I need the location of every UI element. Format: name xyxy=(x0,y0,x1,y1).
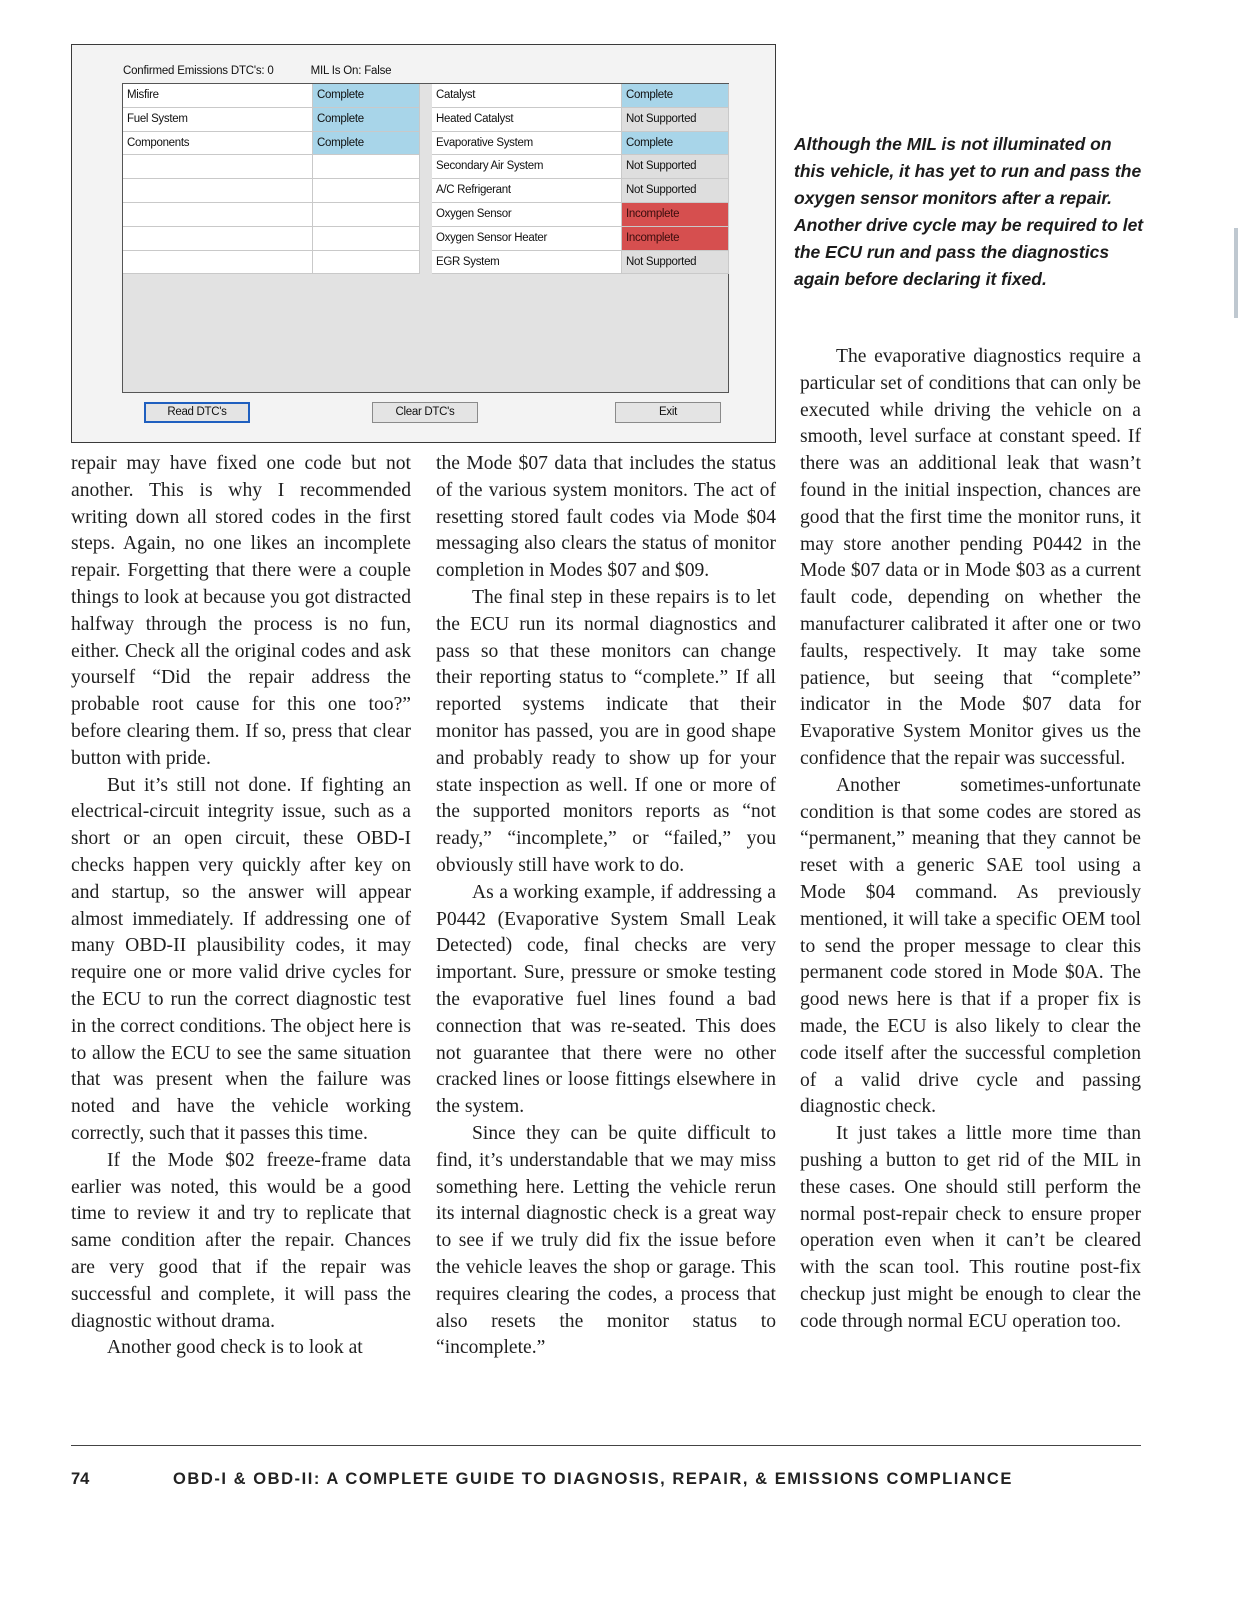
monitor-name: Oxygen Sensor Heater xyxy=(432,227,622,251)
paragraph: If the Mode $02 freeze-frame data earlier was noted, this would be a good time to review it and try to replicate that same condition after the repair. Chances are very good that if the repair was successful and complete, it will pass the diagnostic without drama. xyxy=(71,1149,411,1332)
monitor-name: Misfire xyxy=(123,84,313,108)
page-edge-tab xyxy=(1234,228,1238,318)
monitor-status: Not Supported xyxy=(622,108,729,132)
paragraph: The final step in these repairs is to let the ECU run its normal diagnostics and pass so that these monitors can change their reporting status to “complete.” If all reported systems indicate that their monitor has passed, you are in good shape and probably ready to show up for your state inspection as well. If one or more of the supported monitors reports as “not ready,” “incomplete,” or “failed,” you obviously still have work to do. xyxy=(436,586,776,876)
monitor-name: Secondary Air System xyxy=(432,155,622,179)
monitor-status xyxy=(313,203,420,227)
status-line xyxy=(123,65,391,77)
monitor-row xyxy=(123,132,420,156)
mil-status: MIL Is On: False xyxy=(310,65,392,77)
monitor-name: EGR System xyxy=(432,251,622,275)
monitor-status: Complete xyxy=(622,132,729,156)
monitor-status: Not Supported xyxy=(622,179,729,203)
monitor-status: Incomplete xyxy=(622,203,729,227)
monitor-status-figure xyxy=(71,44,776,443)
monitor-name: Oxygen Sensor xyxy=(432,203,622,227)
monitor-name xyxy=(123,251,313,275)
monitor-name xyxy=(123,179,313,203)
footer-rule xyxy=(71,1445,1141,1446)
paragraph: Since they can be quite difficult to find, it’s understandable that we may miss something here. Letting the vehicle rerun its internal diagnostic check is a great way to see if we truly did fix the issue before the vehicle leaves the shop or garage. This requires clearing the codes, a process that also resets the monitor status to “incomplete.” xyxy=(436,1122,776,1359)
read-dtcs-button[interactable]: Read DTC's xyxy=(144,402,250,423)
monitor-status xyxy=(313,179,420,203)
monitor-name xyxy=(123,155,313,179)
monitor-row xyxy=(432,132,729,156)
text-column-2 xyxy=(436,451,776,1362)
monitor-grid-left xyxy=(123,84,420,274)
monitor-row xyxy=(432,84,729,108)
paragraph: The evaporative diagnostics require a particular set of conditions that can only be executed while driving the vehicle on a smooth, level surface at constant speed. If there was an additional leak that wasn’t found in the initial inspection, chances are good that the first time the monitor runs, it may store another pending P0442 in the Mode $07 data or in Mode $03 as a current fault code, depending on whether the manufacturer calibrated it after one or two faults, respectively. It may take some patience, but seeing that “complete” indicator in the Mode $07 data for Evaporative System Monitor gives us the confidence that the repair was successful. xyxy=(800,346,1141,769)
monitor-status xyxy=(313,155,420,179)
monitor-row xyxy=(123,84,420,108)
monitor-name: Catalyst xyxy=(432,84,622,108)
page-number: 74 xyxy=(71,1470,90,1488)
monitor-row xyxy=(432,227,729,251)
monitor-status: Complete xyxy=(313,84,420,108)
monitor-row xyxy=(123,179,420,203)
paragraph: Another sometimes-unfortunate condition is that some codes are stored as “permanent,” meaning that they cannot be reset with a generic SAE tool using a Mode $04 command. As previously mentioned, it will take a specific OEM tool to send the proper message to clear this permanent code stored in Mode $0A. The good news here is that if a proper fix is made, the ECU is also likely to clear the code itself after the successful completion of a valid drive cycle and passing diagnostic check. xyxy=(800,774,1141,1118)
monitor-status xyxy=(313,251,420,275)
clear-dtcs-button[interactable]: Clear DTC's xyxy=(372,402,478,423)
monitor-status: Complete xyxy=(313,132,420,156)
monitor-status: Complete xyxy=(313,108,420,132)
monitor-status xyxy=(313,227,420,251)
monitor-row xyxy=(432,108,729,132)
paragraph: As a working example, if addressing a P0442 (Evaporative System Small Leak Detected) code, final checks are very important. Sure, pressure or smoke testing the evaporative fuel lines found a bad connection that was re-seated. This does not guarantee that there were no other cracked lines or loose fittings elsewhere in the system. xyxy=(436,881,776,1118)
monitor-name: Components xyxy=(123,132,313,156)
monitor-grid-right xyxy=(432,84,729,274)
monitor-name: A/C Refrigerant xyxy=(432,179,622,203)
monitor-row xyxy=(123,251,420,275)
exit-button[interactable]: Exit xyxy=(615,402,721,423)
monitor-status: Not Supported xyxy=(622,251,729,275)
paragraph: It just takes a little more time than pushing a button to get rid of the MIL in these cases. One should still perform the normal post-repair check to ensure proper operation even when it can’t be cleared with the scan tool. This routine post-fix checkup just might be enough to clear the code through normal ECU operation too. xyxy=(800,1123,1141,1332)
text-column-1 xyxy=(71,451,411,1362)
monitor-row xyxy=(123,203,420,227)
monitor-grid xyxy=(122,83,729,393)
monitor-row xyxy=(432,179,729,203)
figure-caption: Although the MIL is not illuminated on this vehicle, it has yet to run and pass the oxygen sensor monitors after a repair. Another drive cycle may be required to let the ECU run and pass the diagnostics again before declaring it fixed. xyxy=(794,134,1144,289)
text-column-3 xyxy=(800,344,1141,1335)
paragraph: the Mode $07 data that includes the status of the various system monitors. The act of resetting stored fault codes via Mode $04 messaging also clears the status of monitor completion in Modes $07 and $09. xyxy=(436,453,776,582)
paragraph: repair may have fixed one code but not another. This is why I recommended writing down all stored codes in the first steps. Again, no one likes an incomplete repair. Forgetting that there were a couple things to look at because you got distracted halfway through the process is no fun, either. Check all the original codes and ask yourself “Did the repair address the probable root cause for this one too?” before clearing them. If so, press that clear button with pride. xyxy=(71,453,411,769)
monitor-row xyxy=(432,155,729,179)
monitor-name xyxy=(123,227,313,251)
monitor-row xyxy=(432,251,729,275)
paragraph: Another good check is to look at xyxy=(107,1337,363,1359)
monitor-name: Evaporative System xyxy=(432,132,622,156)
monitor-name xyxy=(123,203,313,227)
monitor-row xyxy=(123,108,420,132)
monitor-name: Heated Catalyst xyxy=(432,108,622,132)
monitor-status: Not Supported xyxy=(622,155,729,179)
monitor-status: Complete xyxy=(622,84,729,108)
paragraph: But it’s still not done. If fighting an electrical-circuit integrity issue, such as a short or an open circuit, these OBD-I checks happen very quickly after key on and startup, so the answer will appear almost immediately. If addressing one of many OBD-II plausibility codes, it may require one or more valid drive cycles for the ECU to run the correct diagnostic test in the correct conditions. The object here is to allow the ECU to see the same situation that was present when the failure was noted and have the vehicle working correctly, such that it passes this time. xyxy=(71,774,411,1144)
running-title: OBD-I & OBD-II: A COMPLETE GUIDE TO DIAGNOSIS, REPAIR, & EMISSIONS COMPLIANCE xyxy=(173,1470,1013,1488)
monitor-row xyxy=(123,155,420,179)
monitor-row xyxy=(123,227,420,251)
monitor-row xyxy=(432,203,729,227)
confirmed-dtc-count: Confirmed Emissions DTC's: 0 xyxy=(123,65,274,77)
monitor-name: Fuel System xyxy=(123,108,313,132)
monitor-status: Incomplete xyxy=(622,227,729,251)
